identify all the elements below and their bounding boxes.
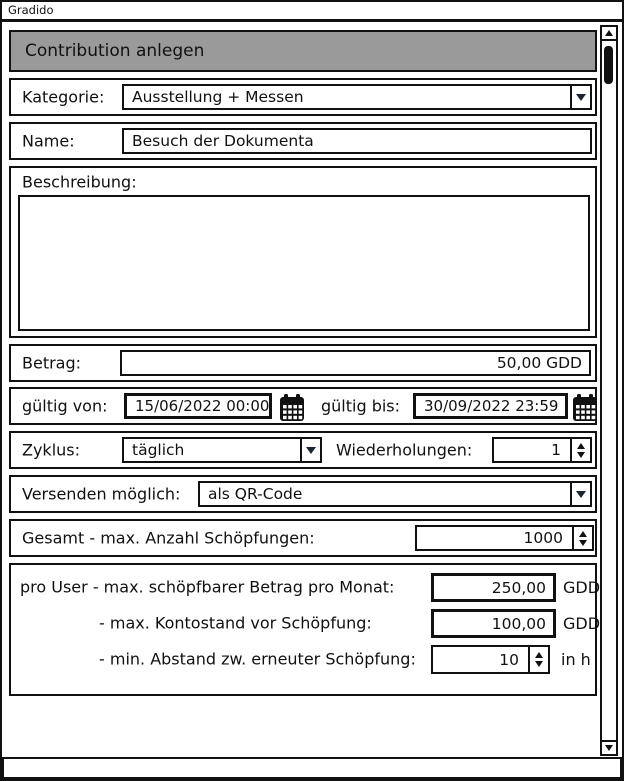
- pro-user-line1-label: pro User - max. schöpfbarer Betrag pro Monat:: [20, 577, 395, 597]
- spinner-up-icon: [535, 652, 543, 658]
- line2-unit-label: GDD: [563, 614, 601, 633]
- line1-unit-label: GDD: [563, 578, 601, 597]
- zyklus-combobox[interactable]: [122, 437, 322, 463]
- gesamt-stepper[interactable]: [415, 525, 594, 551]
- wiederholungen-label: Wiederholungen:: [336, 440, 473, 460]
- spinner-up-icon: [577, 443, 585, 449]
- beschreibung-textarea[interactable]: [18, 195, 590, 331]
- line3-unit-label: in h: [561, 650, 591, 669]
- scrollbar-thumb[interactable]: [604, 46, 613, 84]
- spinner-down-icon: [577, 452, 585, 458]
- versenden-dropdown-button[interactable]: [570, 483, 590, 505]
- kategorie-row: [9, 78, 597, 116]
- gesamt-label: Gesamt - max. Anzahl Schöpfungen:: [22, 528, 315, 548]
- validity-row: [9, 387, 597, 425]
- min-abstand-value: 10: [499, 650, 519, 669]
- chevron-down-icon: [576, 94, 586, 101]
- chevron-down-icon: [576, 491, 586, 498]
- spinner-down-icon: [579, 540, 587, 546]
- gesamt-row: [9, 519, 597, 557]
- scroll-up-icon: [605, 30, 613, 36]
- window-title: Gradido: [8, 3, 54, 17]
- zyklus-row: [9, 431, 597, 469]
- beschreibung-row: [9, 166, 597, 338]
- dialog-title: Contribution anlegen: [25, 41, 205, 61]
- zyklus-dropdown-button[interactable]: [300, 439, 320, 461]
- chevron-down-icon: [306, 447, 316, 454]
- versenden-value: als QR-Code: [208, 485, 303, 503]
- kategorie-dropdown-button[interactable]: [570, 86, 590, 108]
- min-abstand-spin-buttons[interactable]: [528, 647, 548, 672]
- kategorie-combobox[interactable]: [122, 84, 592, 110]
- scroll-down-button[interactable]: [602, 740, 616, 754]
- pro-user-line2-label: - max. Kontostand vor Schöpfung:: [99, 613, 372, 633]
- window-titlebar[interactable]: [2, 2, 622, 22]
- max-kontostand-input[interactable]: 100,00: [431, 609, 556, 638]
- max-betrag-input[interactable]: 250,00: [431, 573, 556, 602]
- zyklus-label: Zyklus:: [22, 440, 81, 460]
- wiederholungen-value: 1: [551, 441, 561, 459]
- calendar-icon[interactable]: [573, 394, 597, 421]
- kategorie-value: Ausstellung + Messen: [132, 88, 304, 106]
- min-abstand-stepper[interactable]: [431, 645, 550, 674]
- window-status-bar: [2, 757, 622, 779]
- scroll-up-button[interactable]: [602, 27, 616, 41]
- pro-user-group: [9, 563, 601, 696]
- spinner-up-icon: [579, 531, 587, 537]
- pro-user-line3-label: - min. Abstand zw. erneuter Schöpfung:: [99, 649, 416, 669]
- gueltig-von-label: gültig von:: [22, 396, 108, 416]
- spinner-down-icon: [535, 661, 543, 667]
- gueltig-von-input[interactable]: 15/06/2022 00:00: [124, 393, 272, 419]
- name-label: Name:: [22, 131, 75, 151]
- gesamt-value: 1000: [523, 529, 563, 547]
- name-input[interactable]: Besuch der Dokumenta: [122, 128, 592, 154]
- versenden-row: [9, 475, 597, 513]
- gesamt-spin-buttons[interactable]: [572, 527, 592, 549]
- kategorie-label: Kategorie:: [22, 87, 105, 107]
- dialog-header: [9, 30, 597, 72]
- scroll-down-icon: [605, 745, 613, 751]
- name-row: [9, 122, 597, 160]
- betrag-row: [9, 344, 597, 382]
- vertical-scrollbar[interactable]: [600, 25, 618, 756]
- gueltig-bis-input[interactable]: 30/09/2022 23:59: [413, 393, 568, 419]
- wiederholungen-stepper[interactable]: [492, 437, 592, 463]
- wiederholungen-spin-buttons[interactable]: [570, 439, 590, 461]
- versenden-label: Versenden möglich:: [22, 484, 181, 504]
- betrag-input[interactable]: 50,00 GDD: [120, 350, 591, 376]
- beschreibung-label: Beschreibung:: [22, 172, 137, 192]
- calendar-icon[interactable]: [280, 394, 304, 421]
- versenden-combobox[interactable]: [198, 481, 592, 507]
- zyklus-value: täglich: [132, 441, 185, 459]
- betrag-label: Betrag:: [22, 353, 82, 373]
- gueltig-bis-label: gültig bis:: [321, 396, 401, 416]
